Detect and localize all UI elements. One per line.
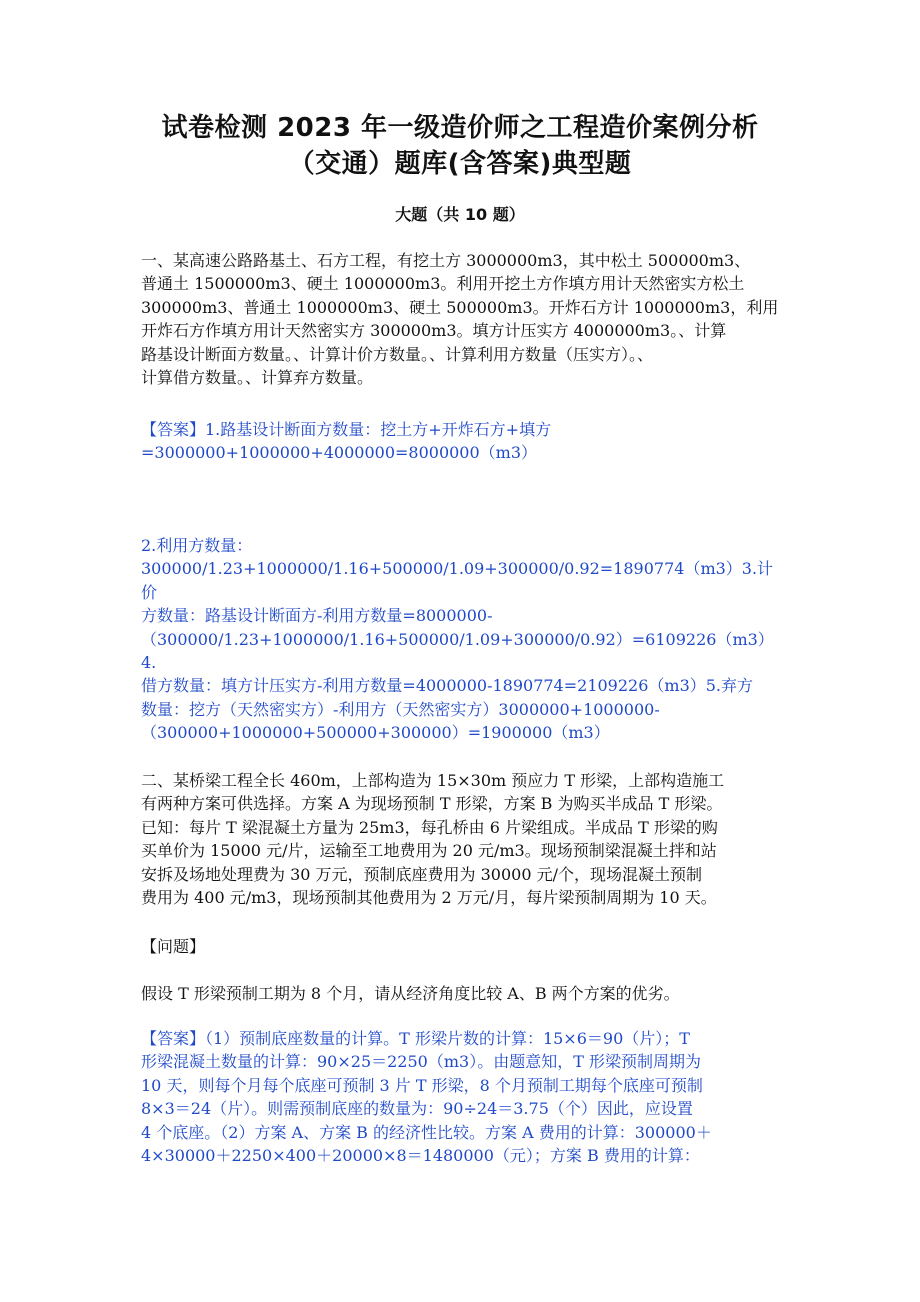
question-1-answer-part-1: 【答案】1.路基设计断面方数量：挖土方+开炸石方+填方 =3000000+1000000+4000000=8000000（m3） bbox=[141, 420, 552, 463]
question-2-text: 二、某桥梁工程全长 460m，上部构造为 15×30m 预应力 T 形梁，上部构造施工 有两种方案可供选择。方案 A 为现场预制 T 形梁，方案 B 为购买半成品 T 形梁。 已知：每片 T 梁混凝土方量为 25m3，每孔桥由 6 片梁组成。半成品 T 形梁的购 买单价为 15000 元/片，运输至工地费用为 20 元/m3。现场预制梁混凝土拌和站 安拆及场地处理费为 30 万元，预制底座费用为 30000 元/个，现场混凝土预制 费用为 400 元/m3，现场预制其他费用为 2 万元/月，每片梁预制周期为 10 天。 bbox=[141, 771, 725, 908]
page-title bbox=[60, 110, 860, 182]
title-line-2: （交通）题库(含答案)典型题 bbox=[288, 149, 632, 179]
question-1-text: 一、某高速公路路基土、石方工程，有挖土方 3000000m3，其中松土 500000m3、 普通土 1500000m3、硬土 1000000m3。利用开挖土方作填方用计天然密实方松土 300000m3、普通土 1000000m3、硬土 500000m3。开炸石方计 1000000m3，利用 开炸石方作填方用计天然密实方 300000m3。填方计压实方 4000000m3。、计算 路基设计断面方数量。、计算计价方数量。、计算利用方数量（压实方）。、 计算借方数量。、计算弃方数量。 bbox=[141, 251, 779, 388]
question-2-answer: 【答案】（1）预制底座数量的计算。T 形梁片数的计算：15×6＝90（片）；T 形梁混凝土数量的计算：90×25＝2250（m3）。由题意知，T 形梁预制周期为 10 天，则每个月每个底座可预制 3 片 T 形梁，8 个月预制工期每个底座可预制 8×3＝24（片）。则需预制底座的数量为：90÷24＝3.75（个）因此，应设置 4 个底座。（2）方案 A、方案 B 的经济性比较。方案 A 费用的计算：300000＋ 4×30000＋2250×400＋20000×8＝1480000（元）；方案 B 费用的计算： bbox=[141, 1029, 712, 1166]
section-heading: 大题（共 10 题） bbox=[395, 205, 525, 224]
title-line-1: 试卷检测 2023 年一级造价师之工程造价案例分析 bbox=[161, 113, 759, 143]
question-2-label: 【问题】 bbox=[141, 937, 206, 956]
question-2-prompt: 假设 T 形梁预制工期为 8 个月，请从经济角度比较 A、B 两个方案的优劣。 bbox=[141, 984, 680, 1003]
question-1-answer-part-2: 2.利用方数量： 300000/1.23+1000000/1.16+500000/1.09+300000/0.92=1890774（m3）3.计价 方数量：路基设计断面方-利用方数量=8000000- （300000/1.23+1000000/1.16+500000/1.09+300000/0.92）=6109226（m3）4. 借方数量：填方计压实方-利用方数量=4000000-1890774=2109226（m3）5.弃方 数量：挖方（天然密实方）-利用方（天然密实方）3000000+1000000- （300000+1000000+500000+300000）=1900000（m3） bbox=[141, 536, 774, 743]
